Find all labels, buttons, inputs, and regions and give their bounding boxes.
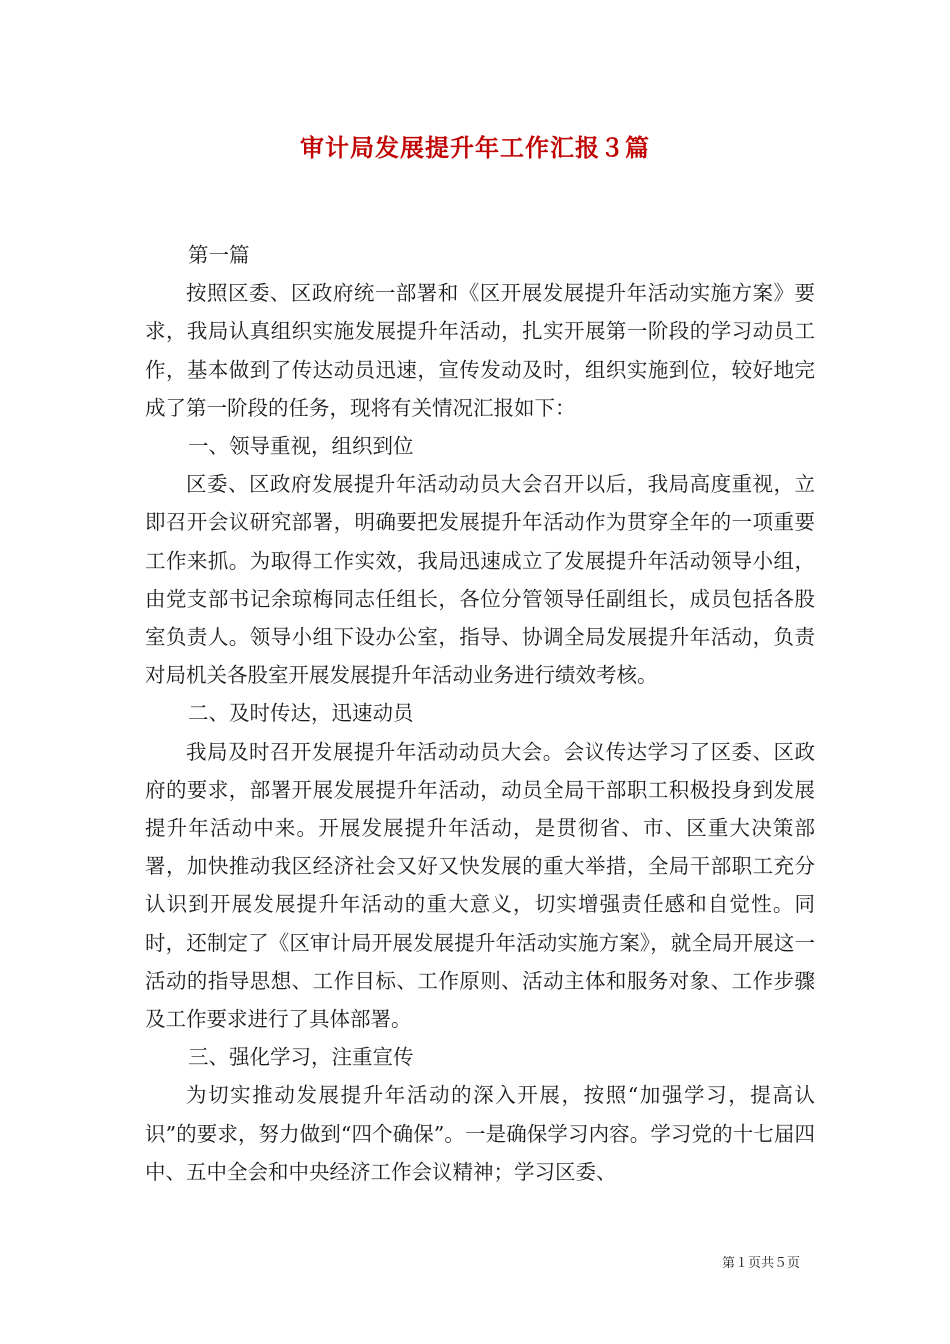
section-heading: 一、领导重视，组织到位: [188, 434, 414, 459]
section-heading: 三、强化学习，注重宣传: [188, 1045, 414, 1070]
page-number-footer: 第１页共５页: [722, 1256, 801, 1271]
paragraph: 为切实推动发展提升年活动的深入开展，按照“加强学习，提高认识”的要求，努力做到“四个确保”。一是确保学习内容。学习党的十七届四中、五中全会和中央经济工作会议精神；学习区委、: [145, 1083, 815, 1184]
section-heading: 二、及时传达，迅速动员: [188, 701, 414, 726]
document-body: [145, 236, 815, 1191]
paragraph: 我局及时召开发展提升年活动动员大会。会议传达学习了区委、区政府的要求，部署开展发展提升年活动，动员全局干部职工积极投身到发展提升年活动中来。开展发展提升年活动，是贯彻省、市、区重大决策部署，加快推动我区经济社会又好又快发展的重大举措，全局干部职工充分认识到开展发展提升年活动的重大意义，切实增强责任感和自觉性。同时，还制定了《区审计局开展发展提升年活动实施方案》，就全局开展这一活动的指导思想、工作目标、工作原则、活动主体和服务对象、工作步骤及工作要求进行了具体部署。: [145, 739, 815, 1032]
paragraph: 区委、区政府发展提升年活动动员大会召开以后，我局高度重视，立即召开会议研究部署，明确要把发展提升年活动作为贯穿全年的一项重要工作来抓。为取得工作实效，我局迅速成立了发展提升年活动领导小组，由党支部书记余琼梅同志任组长，各位分管领导任副组长，成员包括各股室负责人。领导小组下设办公室，指导、协调全局发展提升年活动，负责对局机关各股室开展发展提升年活动业务进行绩效考核。: [145, 472, 815, 688]
document-title: 审计局发展提升年工作汇报３篇: [300, 134, 650, 162]
paragraph: 按照区委、区政府统一部署和《区开展发展提升年活动实施方案》要求，我局认真组织实施发展提升年活动，扎实开展第一阶段的学习动员工作，基本做到了传达动员迅速，宣传发动及时，组织实施到位，较好地完成了第一阶段的任务，现将有关情况汇报如下：: [145, 281, 815, 420]
section-label: 第一篇: [188, 243, 250, 267]
